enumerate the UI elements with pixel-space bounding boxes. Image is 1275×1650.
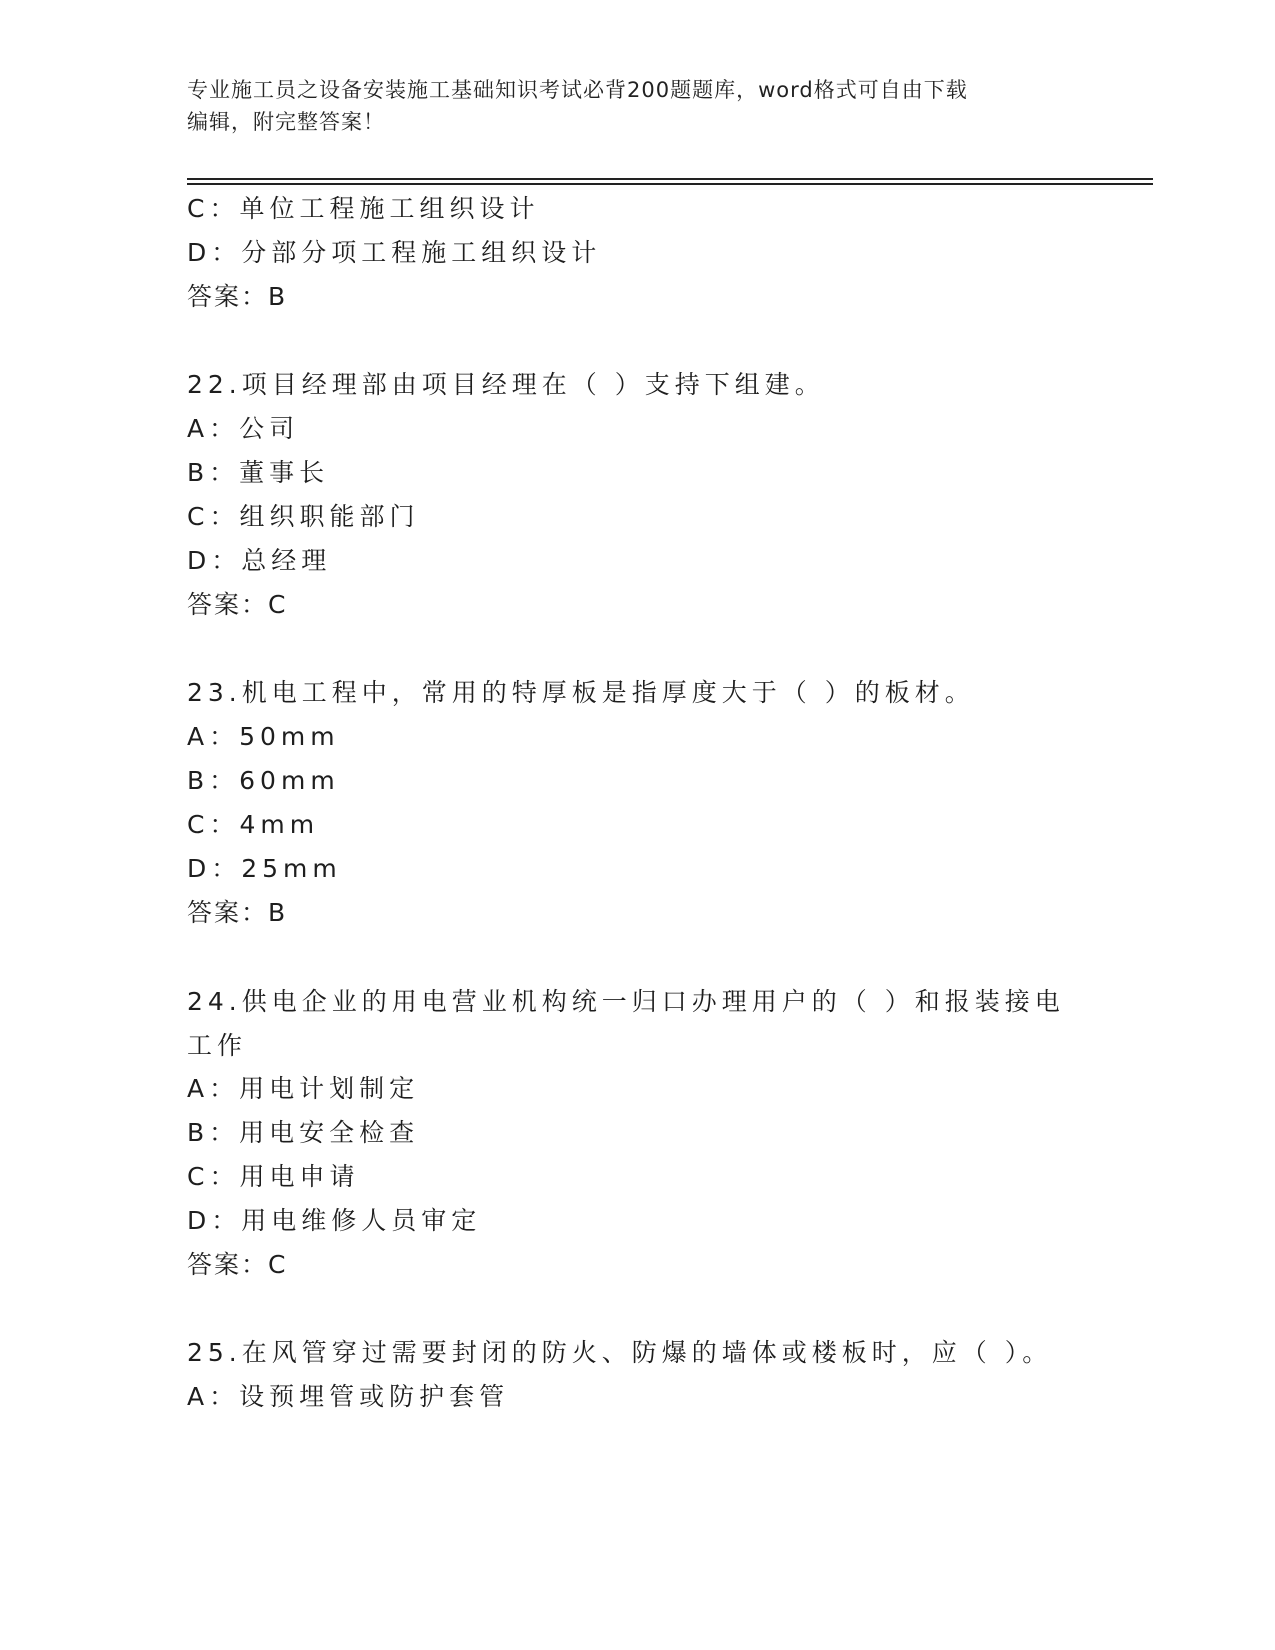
- header-divider-bottom: [187, 183, 1153, 185]
- option-d-q24: D：用电维修人员审定: [187, 1206, 482, 1235]
- option-b-q22: B：董事长: [187, 458, 330, 487]
- question-23: 23.机电工程中，常用的特厚板是指厚度大于（ ）的板材。: [187, 678, 975, 707]
- option-c-q21: C：单位工程施工组织设计: [187, 194, 540, 223]
- question-24: 24.供电企业的用电营业机构统一归口办理用户的（ ）和报装接电工作: [187, 987, 1065, 1060]
- answer-q23: 答案：B: [187, 898, 288, 927]
- option-d-q22: D：总经理: [187, 546, 332, 575]
- option-d-q23: D：25mm: [187, 854, 342, 883]
- header-title-line-1: 专业施工员之设备安装施工基础知识考试必背200题题库，word格式可自由下载: [187, 78, 968, 102]
- option-a-q22: A：公司: [187, 414, 300, 443]
- question-25: 25.在风管穿过需要封闭的防火、防爆的墙体或楼板时，应（ ）。: [187, 1338, 1053, 1367]
- answer-q24: 答案：C: [187, 1250, 288, 1279]
- option-a-q25: A：设预埋管或防护套管: [187, 1382, 510, 1411]
- document-header: [187, 74, 1087, 138]
- answer-q22: 答案：C: [187, 590, 288, 619]
- option-c-q24: C：用电申请: [187, 1162, 360, 1191]
- option-a-q23: A：50mm: [187, 722, 340, 751]
- option-a-q24: A：用电计划制定: [187, 1074, 420, 1103]
- option-b-q24: B：用电安全检查: [187, 1118, 420, 1147]
- header-divider-top: [187, 178, 1153, 180]
- option-d-q21: D：分部分项工程施工组织设计: [187, 238, 602, 267]
- option-b-q23: B：60mm: [187, 766, 340, 795]
- answer-q21: 答案：B: [187, 282, 288, 311]
- option-c-q22: C：组织职能部门: [187, 502, 420, 531]
- header-title-line-2: 编辑，附完整答案！: [187, 110, 385, 134]
- option-c-q23: C：4mm: [187, 810, 320, 839]
- question-22: 22.项目经理部由项目经理在（ ）支持下组建。: [187, 370, 825, 399]
